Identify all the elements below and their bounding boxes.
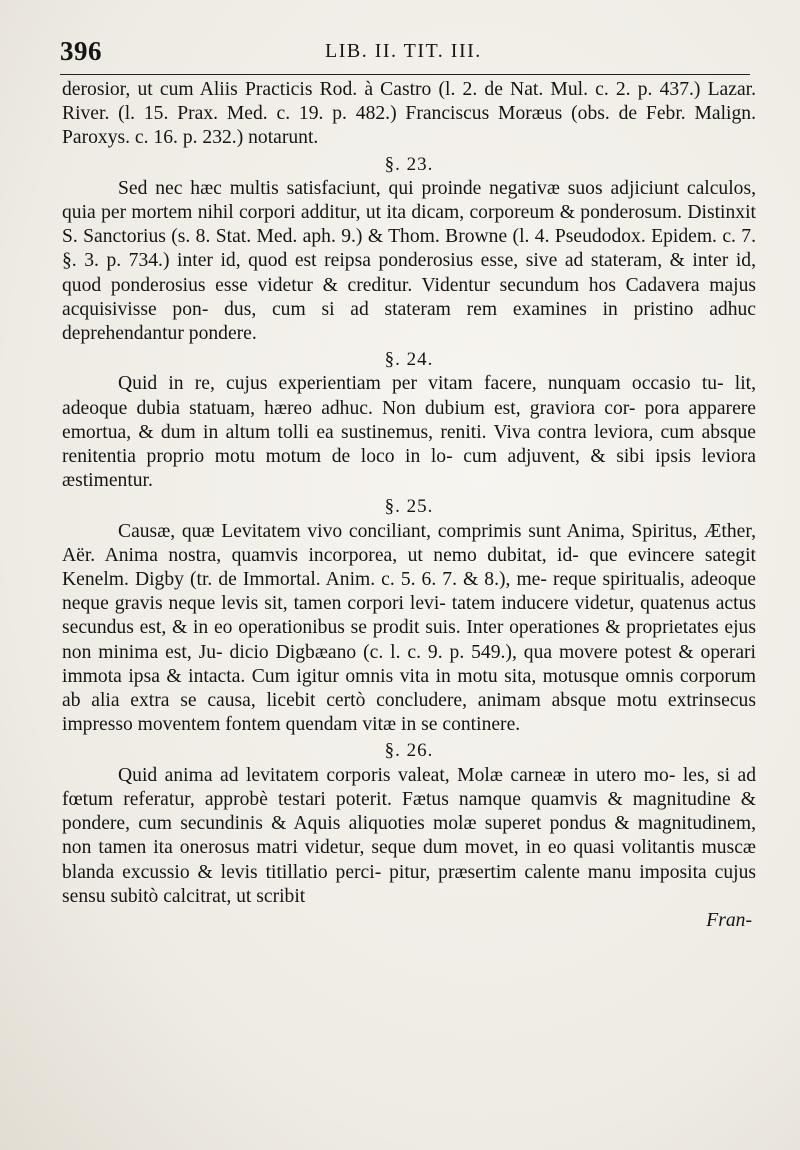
paragraph-continued [62, 78, 756, 151]
line: Malign. Paroxys. c. 16. p. 232.) notarunt. [62, 103, 756, 149]
line: Æther, Aër. Anima nostra, quamvis incorporea, ut nemo dubitat, id- [62, 520, 756, 566]
line: & ponderosum. Distinxit S. Sanctorius (s. 8. Stat. Med. aph. 9.) & Thom. [62, 202, 756, 248]
line: magnitudine & pondere, cum secundinis & Aquis aliquoties molæ superet [62, 788, 756, 835]
line: se prodit suis. Inter operationes & proprietates ejus non minima est, Ju- [62, 617, 756, 663]
line: pitur, præsertim calente manu imposita cujus sensu subitò calcitrat, ut scribit [62, 861, 756, 907]
line: lit, adeoque dubia statuam, hæreo adhuc. Non dubium est, graviora cor- [62, 373, 756, 419]
line: que evincere sategit Kenelm. Digby (tr. de Immortal. Anim. c. 5. 6. 7. & 8.), me- [62, 544, 756, 591]
header-rule [60, 74, 750, 75]
line: cum adjuvent, & sibi ipsis leviora æstimentur. [62, 446, 756, 492]
section-heading-23: §. 23. [384, 153, 434, 175]
line: & creditur. Videntur secundum hos Cadavera majus acquisivisse pon- [62, 274, 757, 320]
line: Sed nec hæc multis satisfaciunt, qui proinde negativæ suos adjiciunt [118, 177, 687, 199]
line: tatem inducere videtur, quatenus actus secundus est, & in eo operationibus [62, 593, 756, 639]
line: contra leviora, cum absque renitentia proprio motu motum de loco in lo- [62, 421, 756, 468]
line: pondus & magnitudinem, non tamen ita onerosus matri videtur, seque dum [62, 813, 756, 859]
line: Lazar. River. (l. 15. Prax. Med. c. 19. p. 482.) Franciscus Moræus (obs. de Febr. [62, 79, 756, 125]
section-heading-25: §. 25. [384, 496, 434, 518]
line: pora apparere emortua, & dum in altum tolli ea sustinemus, reniti. Viva [62, 397, 756, 443]
line: Quid anima ad levitatem corporis valeat, Molæ carneæ in utero mo- [118, 764, 683, 786]
line: derosior, ut cum Aliis Practicis Rod. à Castro (l. 2. de Nat. Mul. c. 2. p. 437.) [62, 79, 708, 100]
running-head: LIB. II. TIT. III. [325, 40, 482, 62]
page-header [60, 36, 750, 72]
line: Browne (l. 4. Pseudodox. Epidem. c. 7. §. 3. p. 734.) inter id, quod est reipsa [62, 226, 756, 272]
paragraph-26 [62, 764, 756, 909]
paragraph-24 [62, 372, 756, 493]
line: Quid in re, cujus experientiam per vitam facere, nunquam occasio tu- [118, 373, 735, 395]
paragraph-23 [62, 177, 756, 346]
paragraph-25 [62, 520, 756, 738]
line: dicio Digbæano (c. l. c. 9. p. 549.), qua movere potest & operari immota ipsa & [62, 641, 757, 687]
line: ponderosius esse, sive ad stateram, & inter id, quod ponderosius esse videtur [62, 250, 756, 296]
line: alia extra se causa, licebit certò concludere, animam absque motu extrinsecus [91, 690, 756, 712]
catchword: Fran- [706, 909, 752, 931]
section-heading-26: §. 26. [384, 740, 434, 762]
line: reque spiritualis, adeoque neque gravis neque levis sit, tamen corpori levi- [62, 569, 756, 615]
body-text [62, 78, 756, 933]
line: intacta. Cum igitur omnis vita in motu sita, motusque omnis corporum ab [62, 665, 756, 712]
line: calculos, quia per mortem nihil corpori additur, ut ita dicam, corporeum [62, 177, 756, 224]
line: les, si ad fœtum referatur, approbè testari poterit. Fætus namque quamvis & [62, 764, 757, 810]
line: movet, in eo quasi volitantis muscæ blanda excussio & levis titillatio perci- [62, 837, 756, 883]
section-heading-24: §. 24. [384, 349, 434, 371]
line: pondere. [188, 323, 257, 345]
line: Causæ, quæ Levitatem vivo conciliant, comprimis sunt Anima, Spiritus, [118, 520, 704, 542]
page-number: 396 [60, 36, 102, 66]
line: dus, cum si ad stateram rem examines in pristino adhuc deprehendantur [62, 298, 756, 345]
line: impresso moventem fontem quendam vitæ in se continere. [62, 714, 521, 736]
